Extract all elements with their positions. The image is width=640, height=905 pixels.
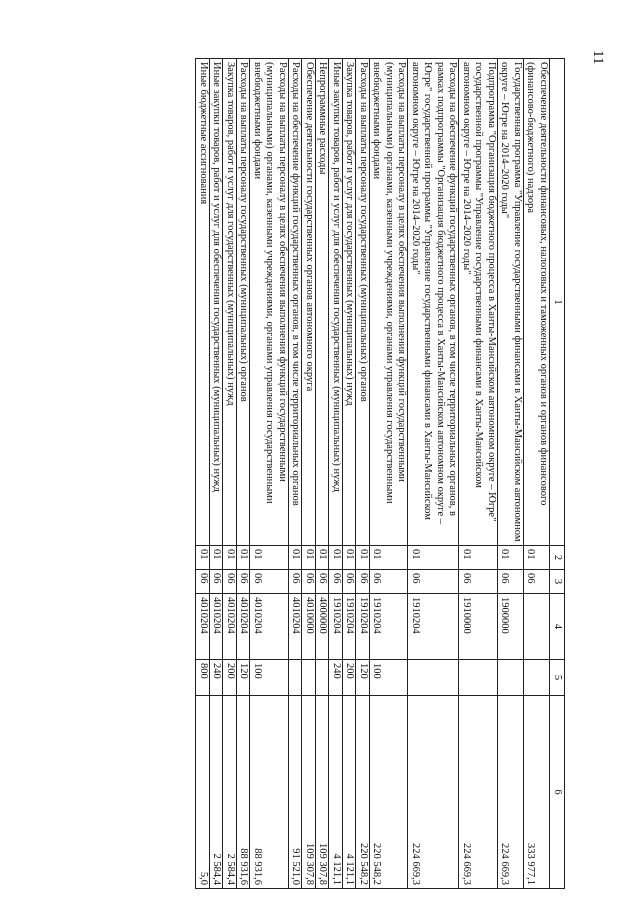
expense-type-code [408,660,459,696]
row-description: Расходы на выплаты персоналу в целях обеспечения выполнения функций государственными (муниципальными) органами, казенными учреждениями, органами управления государственными внебюджетными фондами [250,59,289,546]
page-number: 11 [590,50,606,65]
expense-type-code: 120 [356,660,370,696]
amount: 333 977,1 [524,696,550,889]
table-row [302,59,316,889]
row-description: Обеспечение деятельности финансовых, налоговых и таможенных органов и органов финансового (финансово-бюджетного) надзора [524,59,550,546]
subsection-code: 06 [302,570,316,594]
amount: 4 121,1 [329,696,343,889]
section-code: 01 [302,546,316,570]
expense-type-code: 200 [223,660,237,696]
table-row [210,59,224,889]
row-description: Непрограммные расходы [316,59,330,546]
amount: 109 307,8 [302,696,316,889]
section-code: 01 [196,546,210,570]
header-cell: 2 [550,546,565,570]
subsection-code: 06 [524,570,550,594]
target-article-code [524,594,550,660]
target-article-code: 4010204 [223,594,237,660]
table-row [459,59,498,889]
table-row [498,59,524,889]
row-description: Подпрограмма "Организация бюджетного процесса в Ханты-Мансийском автономном округе – Югре" государственной программы "Управление государственными финансами в Ханты-Мансийском автономном округе – Югре на 2014–2020 годы" [459,59,498,546]
expense-type-code [459,660,498,696]
expense-type-code: 800 [196,660,210,696]
subsection-code: 06 [289,570,303,594]
section-code: 01 [237,546,251,570]
target-article-code: 4010204 [289,594,303,660]
target-article-code: 1910204 [343,594,357,660]
section-code: 01 [343,546,357,570]
target-article-code: 4010204 [196,594,210,660]
expense-type-code: 120 [237,660,251,696]
table-row [356,59,370,889]
expense-type-code: 240 [329,660,343,696]
amount: 4 121,1 [343,696,357,889]
budget-table [196,58,566,889]
budget-table-container [85,58,565,888]
subsection-code: 06 [356,570,370,594]
amount: 2 584,4 [210,696,224,889]
subsection-code: 06 [210,570,224,594]
subsection-code: 06 [408,570,459,594]
subsection-code: 06 [329,570,343,594]
expense-type-code: 200 [343,660,357,696]
amount: 109 307,8 [316,696,330,889]
row-description: Расходы на выплаты персоналу государственных (муниципальных) органов [356,59,370,546]
section-code: 01 [210,546,224,570]
expense-type-code [302,660,316,696]
row-description: Расходы на выплаты персоналу в целях обеспечения выполнения функций государственными (муниципальными) органами, казенными учреждениями, органами управления государственными внебюджетными фондами [370,59,409,546]
subsection-code: 06 [316,570,330,594]
row-description: Закупка товаров, работ и услуг для государственных (муниципальных) нужд [223,59,237,546]
header-cell: 4 [550,594,565,660]
table-row [250,59,289,889]
amount: 220 548,2 [356,696,370,889]
row-description: Обеспечение деятельности государственных органов автономного округа [302,59,316,546]
target-article-code: 1910204 [408,594,459,660]
subsection-code: 06 [498,570,524,594]
subsection-code: 06 [370,570,409,594]
table-row [524,59,550,889]
row-description: Государственная программа "Управление государственными финансами в Ханты-Мансийском автономном округе – Югре на 2014–2020 годы" [498,59,524,546]
subsection-code: 06 [223,570,237,594]
table-header-row [550,59,565,889]
header-cell: 6 [550,696,565,889]
subsection-code: 06 [237,570,251,594]
header-cell: 3 [550,570,565,594]
row-description: Расходы на выплаты персоналу государственных (муниципальных) органов [237,59,251,546]
table-row [237,59,251,889]
expense-type-code [524,660,550,696]
subsection-code: 06 [343,570,357,594]
amount: 224 669,3 [498,696,524,889]
table-row [289,59,303,889]
amount: 224 669,3 [459,696,498,889]
target-article-code: 4010204 [210,594,224,660]
section-code: 01 [408,546,459,570]
row-description: Иные закупки товаров, работ и услуг для обеспечения государственных (муниципальных) нужд [329,59,343,546]
section-code: 01 [289,546,303,570]
section-code: 01 [356,546,370,570]
amount: 88 931,6 [250,696,289,889]
section-code: 01 [524,546,550,570]
target-article-code: 4000000 [316,594,330,660]
row-description: Расходы на обеспечение функций государственных органов, в том числе территориальных органов [289,59,303,546]
expense-type-code: 240 [210,660,224,696]
row-description: Иные бюджетные ассигнования [196,59,210,546]
header-cell: 1 [550,59,565,546]
header-cell: 5 [550,660,565,696]
section-code: 01 [223,546,237,570]
section-code: 01 [250,546,289,570]
amount: 220 548,2 [370,696,409,889]
budget-table-body [196,59,565,889]
table-row [196,59,210,889]
expense-type-code [498,660,524,696]
amount: 2 584,4 [223,696,237,889]
section-code: 01 [329,546,343,570]
table-row [370,59,409,889]
table-row [408,59,459,889]
table-row [343,59,357,889]
target-article-code: 1910204 [356,594,370,660]
subsection-code: 06 [459,570,498,594]
amount: 5,0 [196,696,210,889]
subsection-code: 06 [250,570,289,594]
row-description: Иные закупки товаров, работ и услуг для обеспечения государственных (муниципальных) нужд [210,59,224,546]
expense-type-code [289,660,303,696]
table-row [329,59,343,889]
target-article-code: 4010204 [250,594,289,660]
section-code: 01 [370,546,409,570]
amount: 224 669,3 [408,696,459,889]
row-description: Закупка товаров, работ и услуг для государственных (муниципальных) нужд [343,59,357,546]
expense-type-code: 100 [370,660,409,696]
target-article-code: 1910204 [329,594,343,660]
table-row [223,59,237,889]
section-code: 01 [459,546,498,570]
amount: 91 521,0 [289,696,303,889]
table-row [316,59,330,889]
expense-type-code [316,660,330,696]
row-description: Расходы на обеспечение функций государственных органов, в том числе территориальных органов, в рамках подпрограммы "Организация бюджетного процесса в Ханты-Мансийском автономном округе – Югре" государственной программы "Управление государственными финансами в Ханты-Мансийском автономном округе – Югре на 2014–2020 годы" [408,59,459,546]
target-article-code: 1910000 [459,594,498,660]
target-article-code: 1900000 [498,594,524,660]
target-article-code: 1910204 [370,594,409,660]
amount: 88 931,6 [237,696,251,889]
target-article-code: 4010000 [302,594,316,660]
subsection-code: 06 [196,570,210,594]
section-code: 01 [498,546,524,570]
expense-type-code: 100 [250,660,289,696]
section-code: 01 [316,546,330,570]
target-article-code: 4010204 [237,594,251,660]
